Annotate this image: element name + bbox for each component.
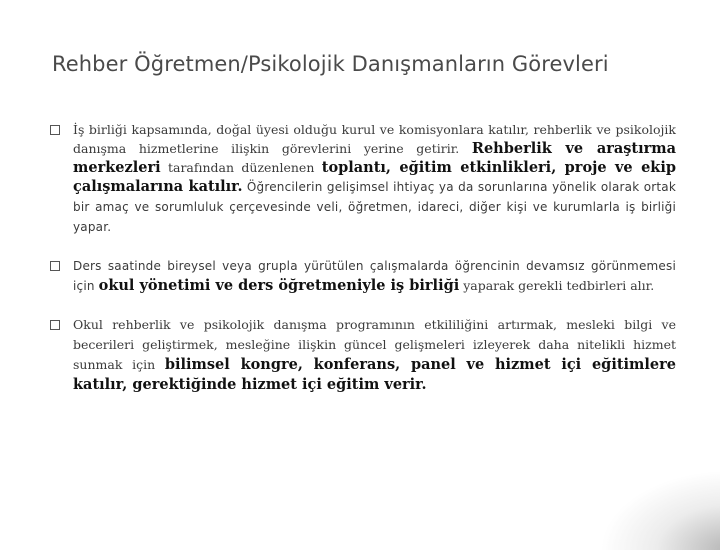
bullet-paragraph xyxy=(73,256,676,296)
bullet-text: tarafından düzenlenen xyxy=(167,160,315,175)
bullet-bold-text: bilimsel kongre, konferans, panel ve hizmet içi eğitimlere katılır, gerektiğinde hizmet içi eğitim verir. xyxy=(73,356,676,393)
square-bullet-icon xyxy=(50,320,60,330)
bullet-bold-text: okul yönetimi ve ders öğretmeniyle iş birliği xyxy=(98,277,460,294)
corner-shadow-decoration xyxy=(600,470,720,550)
page-title: Rehber Öğretmen/Psikolojik Danışmanların Görevleri xyxy=(52,52,609,76)
bullet-text: Öğrencilerin gelişimsel ihtiyaç ya da sorunlarına yönelik olarak ortak bir amaç ve sorumluluk çerçevesinde veli, öğretmen, idareci, diğer kişi ve kurumlarla iş birliği yapar. xyxy=(73,180,676,234)
bullet-bold-text: toplantı, eğitim etkinlikleri, proje ve ekip çalışmalarına katılır. xyxy=(73,159,676,195)
list-item xyxy=(48,315,676,395)
bullet-text: Ders saatinde bireysel veya grupla yürütülen çalışmalarda öğrencinin devamsız görünmemesi için xyxy=(73,259,676,293)
bullet-paragraph xyxy=(73,315,676,395)
square-bullet-icon xyxy=(50,125,60,135)
list-item xyxy=(48,256,676,296)
bullet-paragraph xyxy=(73,120,676,237)
bullet-text: yaparak gerekli tedbirleri alır. xyxy=(463,278,655,293)
list-item xyxy=(48,120,676,237)
bullet-text: İş birliği kapsamında, doğal üyesi olduğu kurul ve komisyonlara katılır, rehberlik ve psikolojik danışma hizmetlerine ilişkin görevlerini yerine getirir. xyxy=(73,122,676,156)
square-bullet-icon xyxy=(50,261,60,271)
bullet-list xyxy=(48,120,676,414)
bullet-bold-text: Rehberlik ve araştırma merkezleri xyxy=(73,140,676,176)
bullet-text: Okul rehberlik ve psikolojik danışma programının etkililiğini artırmak, mesleki bilgi ve becerileri geliştirmek, mesleğine ilişkin güncel gelişmeleri izleyerek daha nitelikli hizmet sunmak için xyxy=(73,317,676,372)
